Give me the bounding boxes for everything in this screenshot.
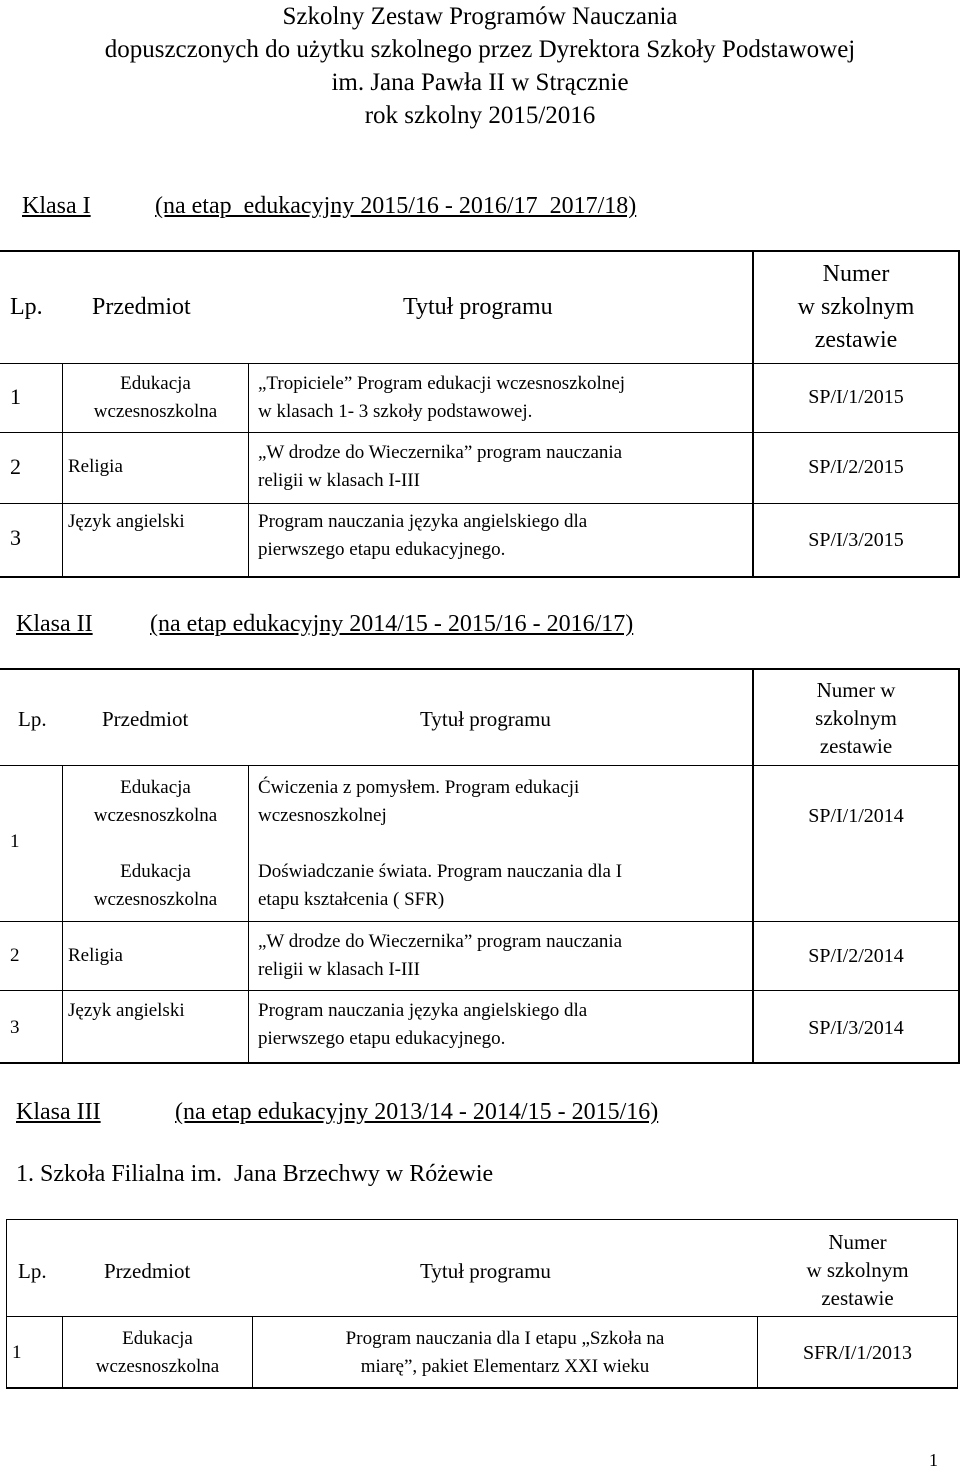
klasa-1-heading [22,193,91,220]
row-title: Program nauczania języka angielskiego dla pierwszego etapu edukacyjnego. [258,1000,588,1049]
col-lp: Lp. [10,294,43,320]
col-lp: Lp. [18,707,47,731]
col-subject: Przedmiot [104,1259,191,1283]
row-title: Program nauczania języka angielskiego dla pierwszego etapu edukacyjnego. [258,511,588,560]
row-number: SP/I/2/2014 [808,945,904,967]
klasa-3-label: Klasa III [16,1099,101,1125]
row-lp: 1 [12,1342,22,1363]
row-subject: Religia [68,456,123,477]
klasa-2-heading [16,611,93,638]
row-lp: 2 [10,945,20,966]
col-title: Tytuł programu [403,294,553,320]
row-subject: Edukacja wczesnoszkolna Edukacja wczesnoszkolna [93,777,218,910]
row-subject: Edukacja wczesnoszkolna [95,1328,220,1377]
row-subject: Religia [68,945,123,966]
table-klasa-1 [0,250,960,580]
row-number: SP/I/3/2015 [808,529,904,551]
row-title: „W drodze do Wieczernika” program nauczania religii w klasach I-III [258,442,623,491]
row-number: SP/I/1/2015 [808,386,904,408]
table-klasa-2 [0,668,960,1068]
col-subject: Przedmiot [102,707,189,731]
row-lp: 2 [10,454,21,479]
klasa-3-school: 1. Szkoła Filialna im. Jana Brzechwy w Różewie [16,1161,494,1187]
row-subject: Język angielski [68,1000,185,1021]
col-number: Numer w szkolnym zestawie [797,261,915,353]
row-number: SP/I/1/2014 [808,805,904,827]
row-number: SP/I/3/2014 [808,1017,904,1039]
row-title: „Tropiciele” Program edukacji wczesnoszkolnej w klasach 1- 3 szkoły podstawowej. [258,373,626,422]
header-line-3: im. Jana Pawła II w Strącznie [331,69,629,96]
col-subject: Przedmiot [92,294,191,320]
row-subject: Język angielski [68,511,185,532]
table-klasa-3 [0,1219,960,1391]
row-number: SFR/I/1/2013 [803,1342,912,1364]
page-number: 1 [929,1450,938,1470]
col-number: Numer w szkolnym zestawie [815,678,897,758]
col-number: Numer w szkolnym zestawie [806,1230,909,1310]
header-line-1: Szkolny Zestaw Programów Nauczania [282,3,678,30]
row-lp: 1 [10,831,20,852]
header-line-2: dopuszczonych do użytku szkolnego przez Dyrektora Szkoły Podstawowej [104,36,856,63]
row-number: SP/I/2/2015 [808,456,904,478]
row-lp: 1 [10,384,21,409]
klasa-1-stage: (na etap edukacyjny 2015/16 - 2016/17 2017/18) [155,193,637,219]
document-header [0,0,960,132]
row-title: „W drodze do Wieczernika” program nauczania religii w klasach I-III [258,931,623,980]
row-subject: Edukacja wczesnoszkolna [93,373,218,422]
row-lp: 3 [10,525,21,550]
klasa-3-heading [16,1099,101,1126]
row-lp: 3 [10,1017,20,1038]
klasa-2-stage: (na etap edukacyjny 2014/15 - 2015/16 - 2016/17) [150,611,634,637]
row-title: Ćwiczenia z pomysłem. Program edukacji wczesnoszkolnej Doświadczanie świata. Program nauczania dla I etapu kształcenia ( SFR) [258,777,623,910]
header-line-4: rok szkolny 2015/2016 [364,102,596,129]
klasa-1-label: Klasa I [22,193,91,219]
col-title: Tytuł programu [420,707,551,731]
klasa-2-label: Klasa II [16,611,93,637]
row-title: Program nauczania dla I etapu „Szkoła na miarę”, pakiet Elementarz XXI wieku [345,1328,665,1377]
col-lp: Lp. [18,1259,47,1283]
col-title: Tytuł programu [420,1259,551,1283]
klasa-3-stage: (na etap edukacyjny 2013/14 - 2014/15 - 2015/16) [175,1099,659,1125]
